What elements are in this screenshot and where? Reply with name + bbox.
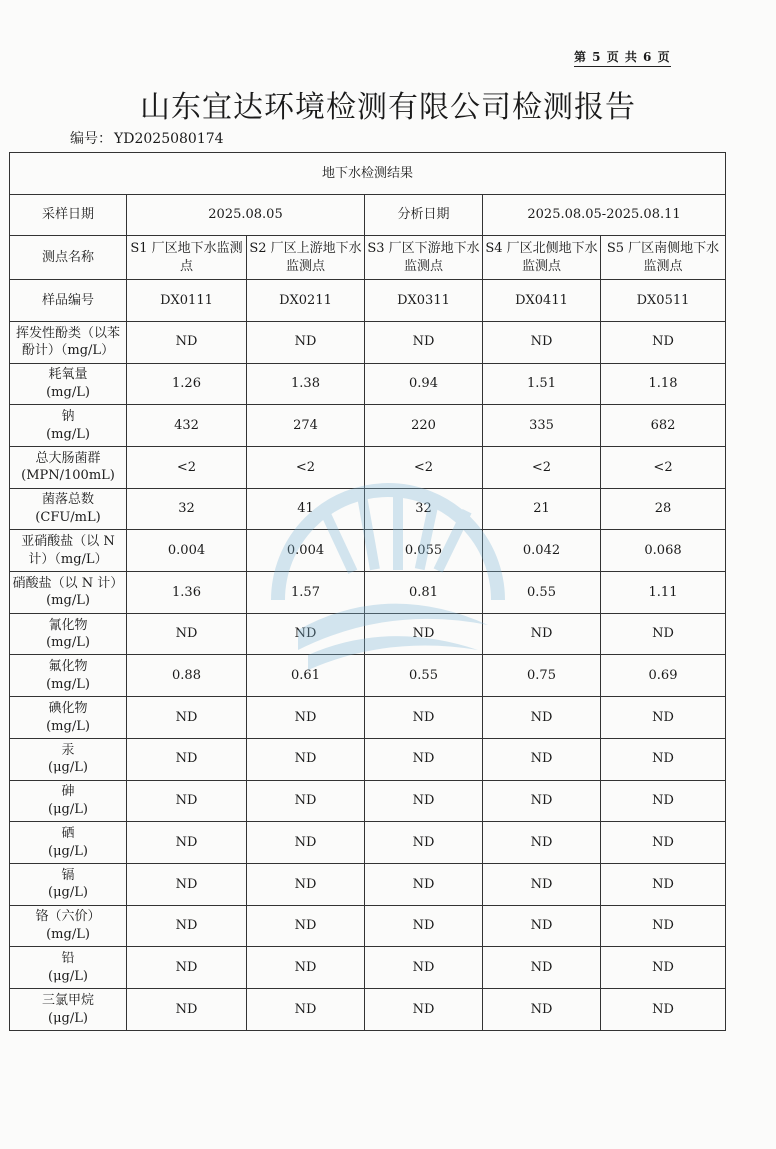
result-value: 0.81: [365, 572, 483, 614]
point-name: S3 厂区下游地下水监测点: [365, 236, 483, 280]
result-value: 0.004: [127, 530, 247, 572]
result-value: ND: [483, 989, 601, 1031]
result-value: ND: [247, 697, 365, 739]
result-value: 1.57: [247, 572, 365, 614]
result-value: ND: [365, 947, 483, 989]
result-value: ND: [601, 947, 726, 989]
sampling-date-label: 采样日期: [10, 194, 127, 236]
point-name-label: 测点名称: [10, 236, 127, 280]
result-value: <2: [127, 446, 247, 488]
parameter-name: 氰化物 (mg/L): [10, 613, 127, 655]
result-value: ND: [365, 905, 483, 947]
sample-id: DX0111: [127, 280, 247, 322]
result-value: ND: [127, 947, 247, 989]
result-value: ND: [127, 822, 247, 864]
report-number: [68, 128, 224, 148]
date-row: [10, 194, 726, 236]
result-value: ND: [601, 905, 726, 947]
parameter-name: 三氯甲烷 (μg/L): [10, 989, 127, 1031]
parameter-name: 铅 (μg/L): [10, 947, 127, 989]
parameter-name: 铬（六价） (mg/L): [10, 905, 127, 947]
analysis-date-label: 分析日期: [365, 194, 483, 236]
result-value: ND: [483, 947, 601, 989]
result-value: 274: [247, 405, 365, 447]
result-value: 21: [483, 488, 601, 530]
table-row: [10, 738, 726, 780]
result-value: ND: [483, 863, 601, 905]
result-value: ND: [601, 989, 726, 1031]
table-title: 地下水检测结果: [10, 153, 726, 195]
result-value: ND: [365, 989, 483, 1031]
report-number-value: YD2025080174: [114, 131, 224, 147]
result-value: 0.75: [483, 655, 601, 697]
result-value: 41: [247, 488, 365, 530]
result-value: ND: [127, 780, 247, 822]
result-value: 0.69: [601, 655, 726, 697]
result-value: ND: [365, 321, 483, 363]
result-value: 1.26: [127, 363, 247, 405]
table-row: [10, 530, 726, 572]
point-name-row: [10, 236, 726, 280]
result-value: <2: [247, 446, 365, 488]
result-value: 220: [365, 405, 483, 447]
result-value: ND: [601, 822, 726, 864]
sample-id: DX0211: [247, 280, 365, 322]
table-row: [10, 697, 726, 739]
parameter-name: 总大肠菌群 (MPN/100mL): [10, 446, 127, 488]
table-row: [10, 822, 726, 864]
table-row: [10, 363, 726, 405]
table-row: [10, 405, 726, 447]
parameter-name: 砷 (μg/L): [10, 780, 127, 822]
result-value: 1.51: [483, 363, 601, 405]
result-value: ND: [601, 863, 726, 905]
result-value: ND: [247, 738, 365, 780]
sample-id-label: 样品编号: [10, 280, 127, 322]
result-value: 32: [365, 488, 483, 530]
result-value: ND: [483, 738, 601, 780]
point-name: S2 厂区上游地下水监测点: [247, 236, 365, 280]
result-value: ND: [127, 613, 247, 655]
result-value: ND: [247, 822, 365, 864]
result-value: 0.55: [365, 655, 483, 697]
table-row: [10, 446, 726, 488]
result-value: 0.004: [247, 530, 365, 572]
result-value: 28: [601, 488, 726, 530]
table-row: [10, 905, 726, 947]
result-value: 0.55: [483, 572, 601, 614]
parameter-name: 亚硝酸盐（以 N 计）（mg/L）: [10, 530, 127, 572]
result-value: 0.068: [601, 530, 726, 572]
sample-id: DX0411: [483, 280, 601, 322]
parameter-name: 汞 (μg/L): [10, 738, 127, 780]
table-row: [10, 655, 726, 697]
table-row: [10, 989, 726, 1031]
result-value: ND: [601, 613, 726, 655]
results-table: [9, 152, 726, 1031]
result-value: ND: [365, 780, 483, 822]
result-value: ND: [127, 863, 247, 905]
result-value: ND: [365, 613, 483, 655]
table-row: [10, 863, 726, 905]
result-value: ND: [601, 321, 726, 363]
result-value: ND: [247, 989, 365, 1031]
parameter-name: 硒 (μg/L): [10, 822, 127, 864]
result-value: <2: [601, 446, 726, 488]
table-row: [10, 613, 726, 655]
result-value: ND: [127, 905, 247, 947]
result-value: ND: [247, 613, 365, 655]
result-value: ND: [127, 697, 247, 739]
point-name: S1 厂区地下水监测点: [127, 236, 247, 280]
result-value: 0.94: [365, 363, 483, 405]
result-value: ND: [247, 780, 365, 822]
result-value: ND: [247, 947, 365, 989]
parameter-name: 钠 (mg/L): [10, 405, 127, 447]
sample-id-row: [10, 280, 726, 322]
point-name: S5 厂区南侧地下水监测点: [601, 236, 726, 280]
table-title-row: [10, 153, 726, 195]
result-value: ND: [483, 613, 601, 655]
parameter-name: 耗氧量 (mg/L): [10, 363, 127, 405]
parameter-name: 镉 (μg/L): [10, 863, 127, 905]
result-value: ND: [483, 822, 601, 864]
result-value: ND: [601, 738, 726, 780]
result-value: ND: [247, 321, 365, 363]
result-value: <2: [365, 446, 483, 488]
result-value: ND: [247, 905, 365, 947]
table-row: [10, 780, 726, 822]
result-value: <2: [483, 446, 601, 488]
result-value: ND: [127, 989, 247, 1031]
result-value: 1.38: [247, 363, 365, 405]
point-name: S4 厂区北侧地下水监测点: [483, 236, 601, 280]
report-number-label: 编号：: [70, 131, 112, 147]
result-value: 0.88: [127, 655, 247, 697]
result-value: ND: [483, 697, 601, 739]
result-value: ND: [365, 738, 483, 780]
result-value: 0.055: [365, 530, 483, 572]
page-number: 第 5 页 共 6 页: [574, 48, 671, 67]
result-value: ND: [247, 863, 365, 905]
result-value: 335: [483, 405, 601, 447]
analysis-date: 2025.08.05-2025.08.11: [483, 194, 726, 236]
sample-id: DX0511: [601, 280, 726, 322]
result-value: 1.11: [601, 572, 726, 614]
result-value: 432: [127, 405, 247, 447]
table-row: [10, 488, 726, 530]
result-value: ND: [127, 738, 247, 780]
result-value: ND: [483, 780, 601, 822]
result-value: 1.18: [601, 363, 726, 405]
parameter-name: 氟化物 (mg/L): [10, 655, 127, 697]
result-value: ND: [601, 697, 726, 739]
table-row: [10, 321, 726, 363]
result-value: ND: [483, 905, 601, 947]
result-value: 0.61: [247, 655, 365, 697]
result-value: ND: [127, 321, 247, 363]
parameter-name: 菌落总数 (CFU/mL): [10, 488, 127, 530]
result-value: ND: [365, 822, 483, 864]
parameter-name: 碘化物 (mg/L): [10, 697, 127, 739]
table-row: [10, 572, 726, 614]
result-value: ND: [483, 321, 601, 363]
table-row: [10, 947, 726, 989]
result-value: ND: [601, 780, 726, 822]
result-value: 32: [127, 488, 247, 530]
sample-id: DX0311: [365, 280, 483, 322]
report-title: 山东宜达环境检测有限公司检测报告: [140, 90, 636, 125]
parameter-name: 硝酸盐（以 N 计） (mg/L): [10, 572, 127, 614]
sampling-date: 2025.08.05: [127, 194, 365, 236]
parameter-name: 挥发性酚类（以苯酚计）（mg/L）: [10, 321, 127, 363]
result-value: ND: [365, 697, 483, 739]
result-value: 1.36: [127, 572, 247, 614]
result-value: 0.042: [483, 530, 601, 572]
result-value: 682: [601, 405, 726, 447]
result-value: ND: [365, 863, 483, 905]
